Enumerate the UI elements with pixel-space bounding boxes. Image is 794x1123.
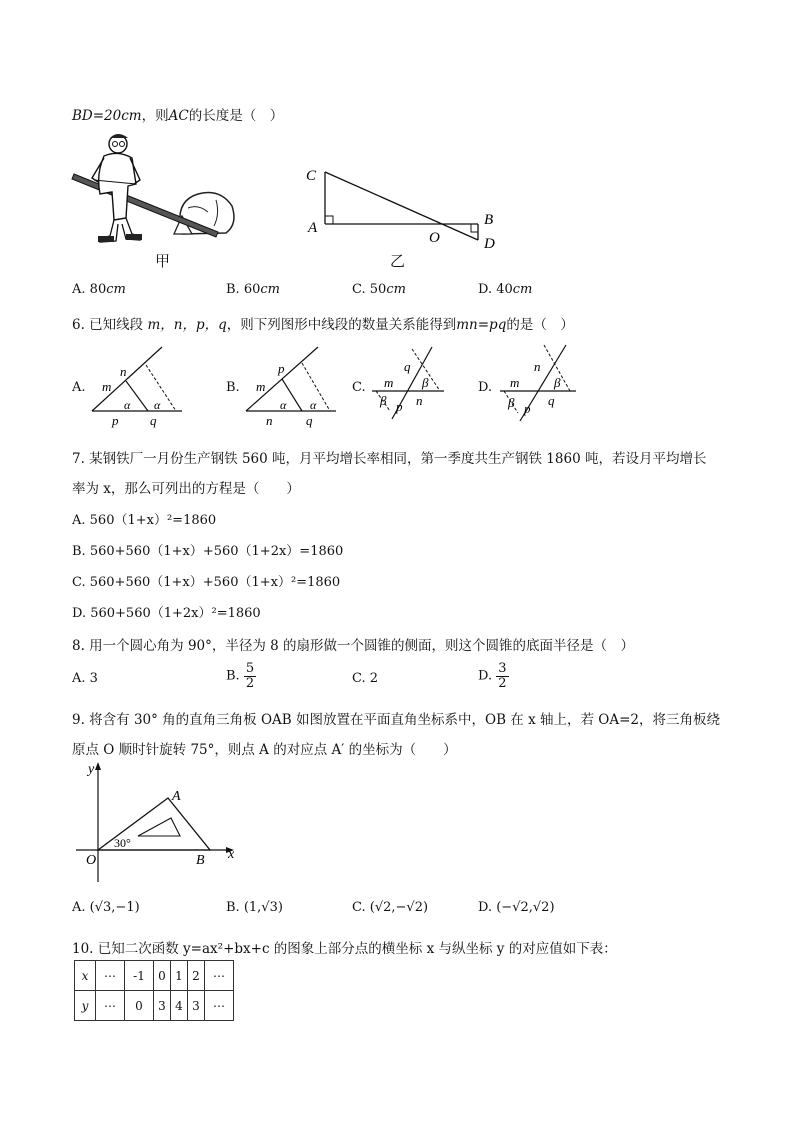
- q8-option-c[interactable]: C. 2: [352, 671, 379, 686]
- q9-option-a[interactable]: A. (√3,−1): [72, 900, 140, 915]
- table-cell: 1: [171, 961, 188, 991]
- lever-geometry-figure: [300, 160, 520, 260]
- fraction: $\frac{5}{2}$: [245, 661, 255, 691]
- q10-stem: 10. 已知二次函数 y=ax²+bx+c 的图象上部分点的横坐标 x 与纵坐标 y 的对应值如下表：: [72, 941, 617, 957]
- svg-text:β: β: [508, 395, 515, 410]
- q6-stem: 6. 已知线段 m，n，p，q，则下列图形中线段的数量关系能得到mn=pq的是（ ）: [72, 317, 574, 333]
- q5-option-d[interactable]: D. 40cm: [478, 282, 533, 297]
- svg-text:q: q: [404, 359, 411, 374]
- q6-figure-c: [368, 345, 458, 425]
- svg-text:q: q: [306, 413, 313, 428]
- label-C: C: [306, 168, 317, 184]
- lever-illustration: [70, 128, 240, 248]
- q5-stem: BD=20cm，则AC的长度是（ ）: [72, 108, 284, 124]
- svg-text:n: n: [266, 413, 273, 428]
- svg-text:β: β: [422, 375, 429, 390]
- q8-option-b[interactable]: B. $\frac{5}{2}$: [226, 661, 255, 691]
- svg-text:α: α: [280, 398, 287, 412]
- q7-stem-line2: 率为 x，那么可列出的方程是（ ）: [72, 481, 300, 497]
- q9-stem-line1: 9. 将含有 30° 角的直角三角板 OAB 如图放置在平面直角坐标系中，OB 在 x 轴上，若 OA=2，将三角板绕: [72, 712, 720, 728]
- q6-option-c[interactable]: C.: [352, 380, 366, 395]
- q5-option-a[interactable]: A. 80cm: [72, 282, 126, 297]
- q7-option-c[interactable]: C. 560+560（1+x）+560（1+x）²=1860: [72, 575, 341, 590]
- fig-caption-jia: 甲: [155, 252, 171, 270]
- q7-option-d[interactable]: D. 560+560（1+2x）²=1860: [72, 606, 261, 621]
- table-cell: 3: [188, 991, 205, 1021]
- q5-option-b[interactable]: B. 60cm: [226, 282, 280, 297]
- q6-option-b[interactable]: B.: [226, 380, 240, 395]
- q9-option-c[interactable]: C. (√2,−√2): [352, 900, 429, 915]
- fraction: $\frac{3}{2}$: [498, 661, 507, 691]
- q6-figure-b: [244, 345, 344, 428]
- svg-text:y: y: [88, 762, 95, 777]
- label-O: O: [429, 230, 440, 246]
- table-row: [75, 961, 234, 991]
- svg-text:α: α: [154, 398, 161, 412]
- q6-option-a[interactable]: A.: [72, 380, 86, 395]
- q9-stem-line2: 原点 O 顺时针旋转 75°，则点 A 的对应点 A′ 的坐标为（ ）: [72, 742, 457, 758]
- value-table: [74, 960, 234, 1021]
- table-cell: 3: [154, 991, 171, 1021]
- q6-figure-a: [90, 345, 190, 428]
- q9-coordinate-figure: [76, 760, 246, 885]
- svg-text:n: n: [534, 359, 541, 374]
- svg-text:q: q: [150, 413, 157, 428]
- fig-caption-yi: 乙: [390, 252, 406, 270]
- svg-text:β: β: [380, 393, 387, 408]
- svg-text:30°: 30°: [114, 836, 131, 850]
- svg-text:p: p: [396, 399, 403, 414]
- svg-text:O: O: [86, 853, 97, 868]
- q9-option-d[interactable]: D. (−√2,√2): [478, 900, 555, 915]
- svg-text:m: m: [510, 375, 520, 390]
- table-cell: 0: [154, 961, 171, 991]
- svg-text:m: m: [256, 379, 266, 394]
- table-cell: ⋯: [96, 991, 125, 1021]
- label-B: B: [484, 212, 494, 228]
- table-cell: ⋯: [205, 991, 234, 1021]
- table-cell: ⋯: [205, 961, 234, 991]
- svg-text:β: β: [554, 375, 561, 390]
- svg-text:α: α: [310, 398, 317, 412]
- table-cell: y: [75, 991, 96, 1021]
- q5-option-c[interactable]: C. 50cm: [352, 282, 406, 297]
- q8-option-a[interactable]: A. 3: [72, 671, 98, 686]
- svg-text:n: n: [416, 393, 423, 408]
- table-cell: 0: [125, 991, 154, 1021]
- table-cell: 2: [188, 961, 205, 991]
- q7-option-b[interactable]: B. 560+560（1+x）+560（1+2x）=1860: [72, 544, 344, 559]
- label-A: A: [308, 220, 318, 236]
- q8-option-d[interactable]: D. $\frac{3}{2}$: [478, 661, 507, 691]
- q9-option-b[interactable]: B. (1,√3): [226, 900, 283, 915]
- table-cell: x: [75, 961, 96, 991]
- svg-text:p: p: [524, 401, 531, 416]
- svg-text:α: α: [124, 398, 131, 412]
- svg-text:x: x: [228, 847, 235, 862]
- q7-stem-line1: 7. 某钢铁厂一月份生产钢铁 560 吨，月平均增长率相同，第一季度共生产钢铁 1860 吨，若设月平均增长: [72, 451, 707, 467]
- svg-text:m: m: [384, 375, 394, 390]
- svg-text:n: n: [120, 364, 127, 379]
- svg-text:A: A: [172, 789, 181, 804]
- table-cell: 4: [171, 991, 188, 1021]
- table-cell: -1: [125, 961, 154, 991]
- q8-stem: 8. 用一个圆心角为 90°，半径为 8 的扇形做一个圆锥的侧面，则这个圆锥的底面半径是（ ）: [72, 638, 635, 654]
- label-D: D: [484, 236, 495, 252]
- svg-text:p: p: [278, 361, 285, 376]
- svg-text:B: B: [196, 853, 205, 868]
- q7-option-a[interactable]: A. 560（1+x）²=1860: [72, 513, 217, 528]
- q6-figure-d: [496, 343, 586, 425]
- svg-text:q: q: [548, 393, 555, 408]
- svg-text:m: m: [102, 379, 112, 394]
- svg-text:p: p: [112, 413, 119, 428]
- table-cell: ⋯: [96, 961, 125, 991]
- table-row: [75, 991, 234, 1021]
- q6-option-d[interactable]: D.: [478, 380, 493, 395]
